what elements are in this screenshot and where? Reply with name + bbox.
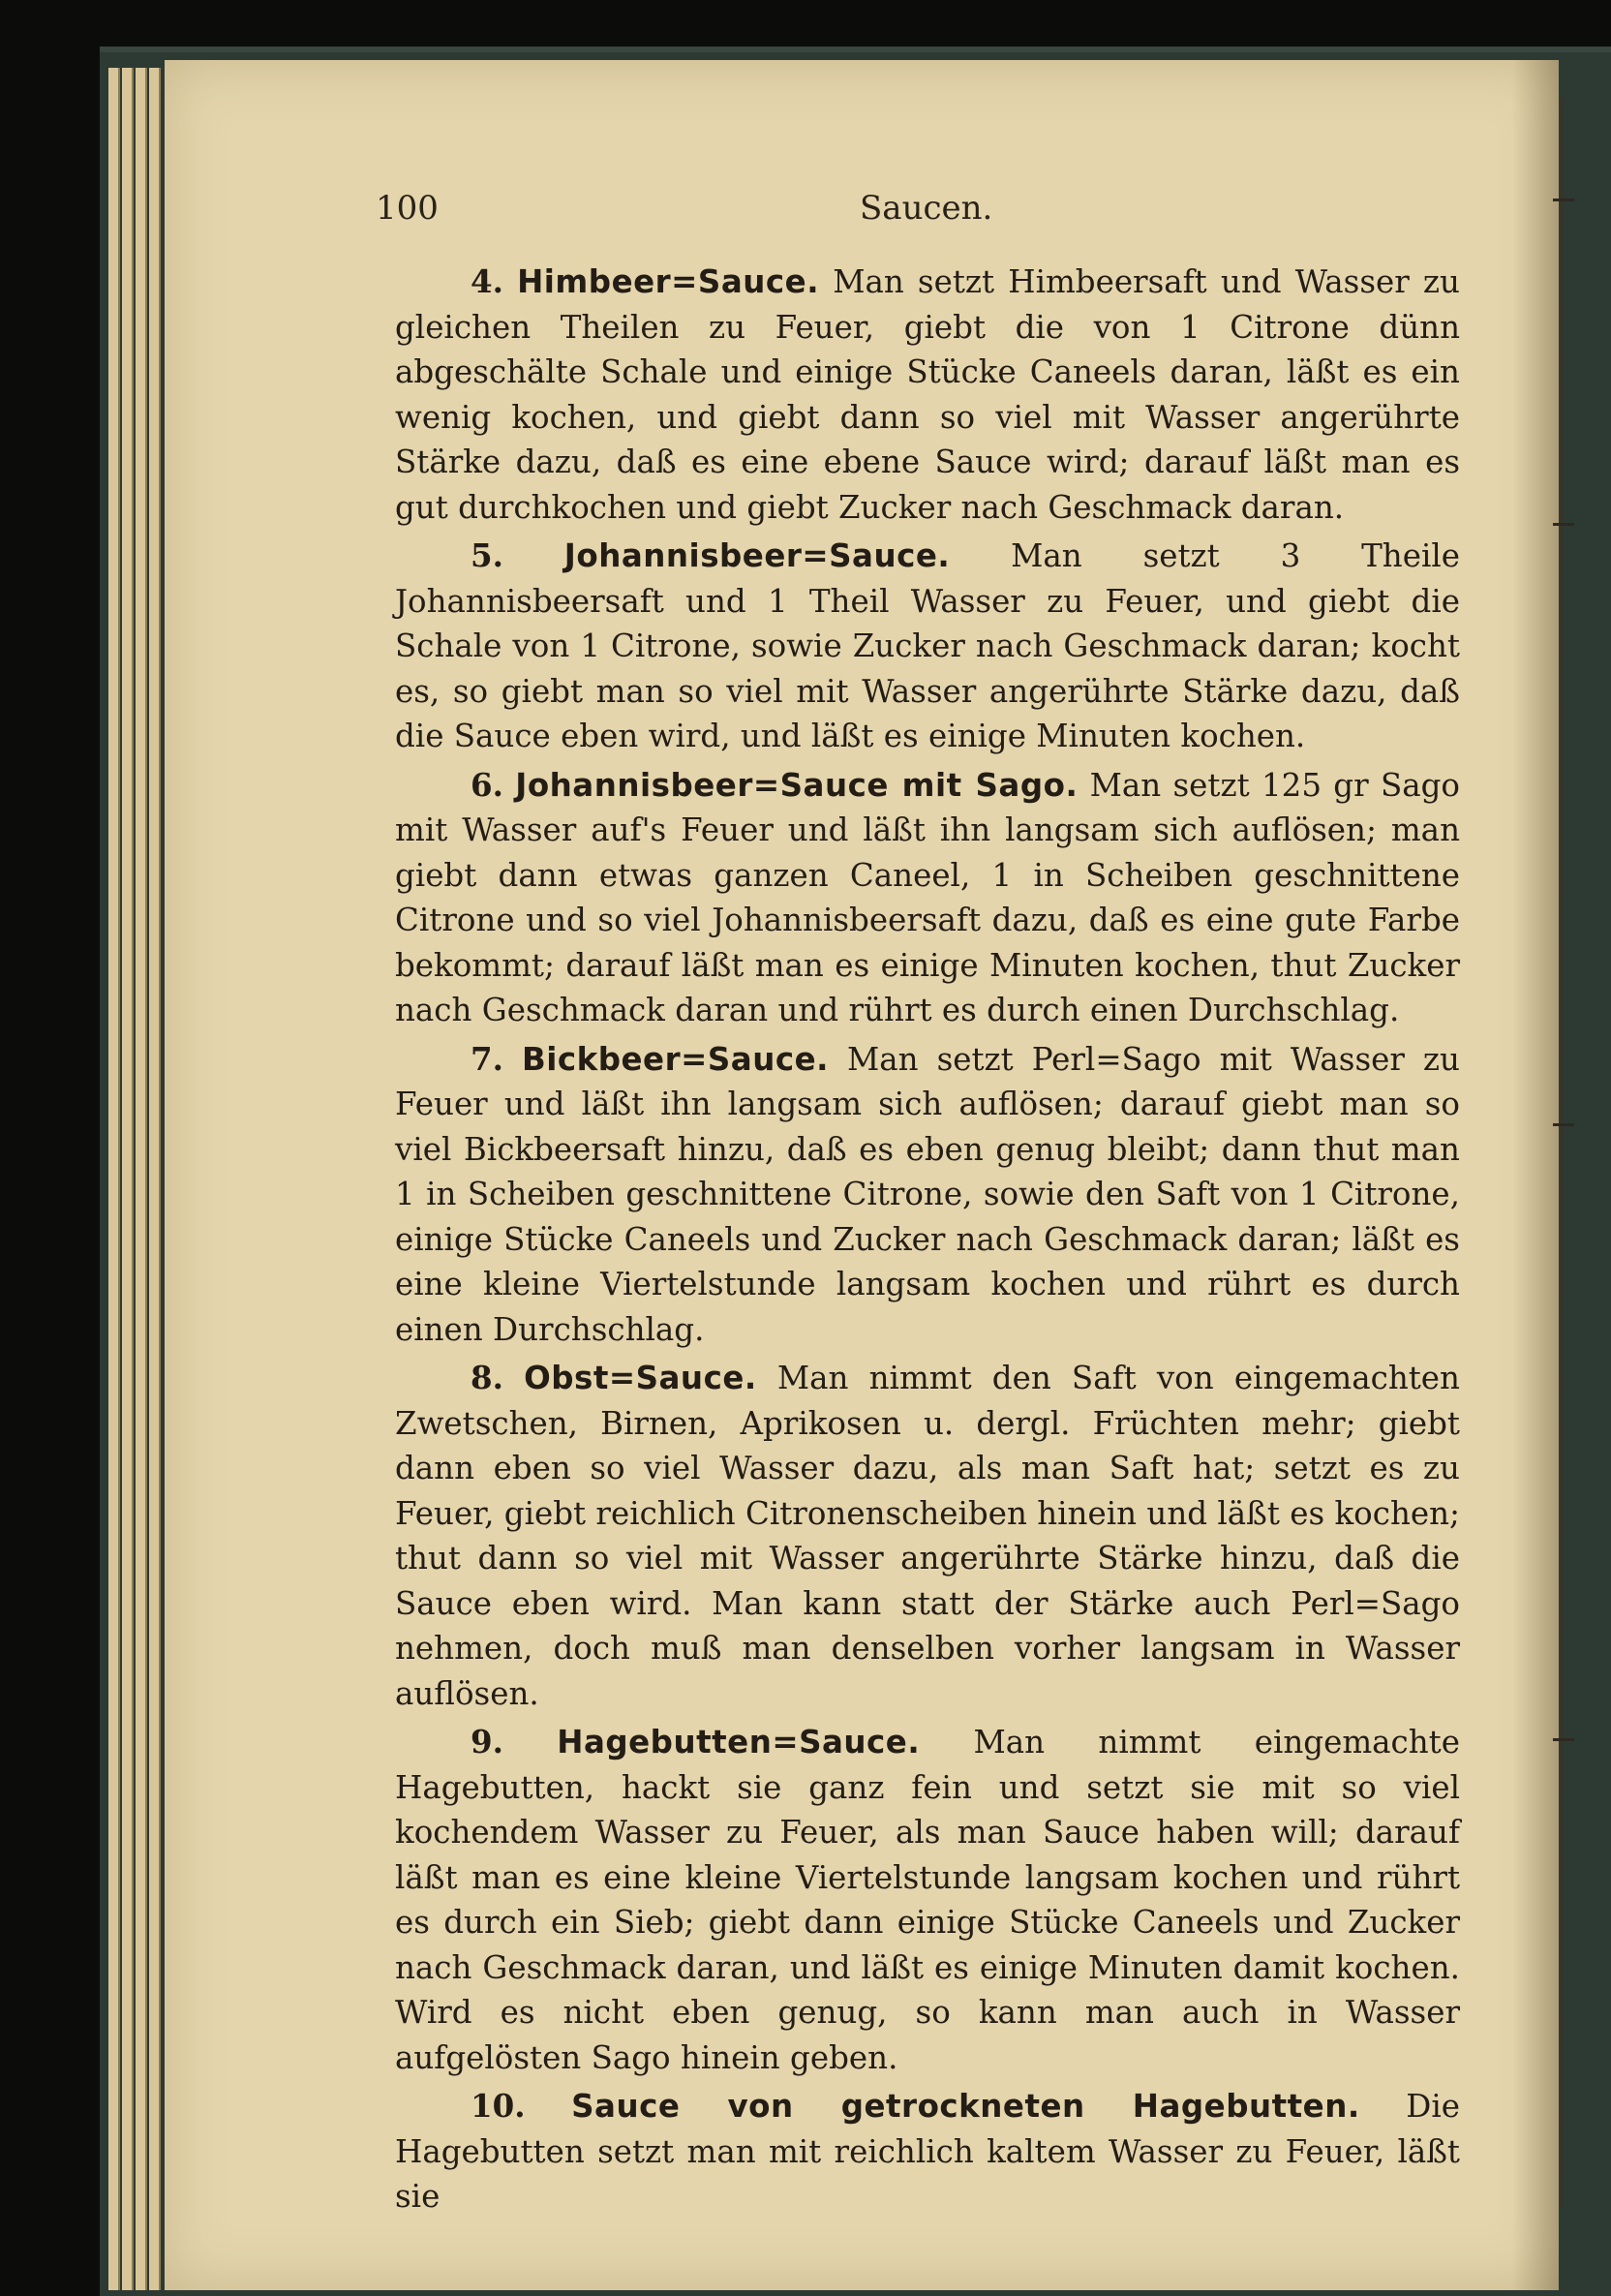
recipe-body: Man setzt 125 gr Sago mit Wasser auf's Feuer und läßt ihn langsam sich auflösen; man giebt dann etwas ganzen Caneel, 1 in Scheiben geschnittene Citrone und so viel Johannisbeersaft dazu, daß es eine gute Farbe bekommt; darauf läßt man es einige Minuten kochen, thut Zucker nach Geschmack daran und rührt es durch einen Durchschlag. [395,766,1460,1028]
binding-marker [1553,199,1574,201]
recipe-number: 7. [471,1039,503,1078]
page-number: 100 [376,189,439,228]
recipe-title: Sauce von getrockneten Hagebutten. [571,2088,1360,2125]
page-edge [136,68,147,2290]
recipe-title: Johannisbeer=Sauce mit Sago. [515,766,1079,804]
page-gutter-shadow [1512,60,1559,2290]
recipe-9 [395,1720,1460,2080]
recipe-number: 8. [471,1359,503,1396]
recipe-body: Man setzt Perl=Sago mit Wasser zu Feuer und läßt ihn langsam sich auflösen; darauf giebt man so viel Bickbeersaft hinzu, daß es eben genug bleibt; dann thut man 1 in Scheiben geschnittene Citrone, sowie den Saft von 1 Citrone, einige Stücke Caneels und Zucker nach Geschmack daran; läßt es eine kleine Viertelstunde langsam kochen und rührt es durch einen Durchschlag. [395,1040,1460,1348]
recipe-5 [395,534,1460,759]
recipe-body: Man setzt Himbeersaft und Wasser zu gleichen Theilen zu Feuer, giebt die von 1 Citrone dünn abgeschälte Schale und einige Stücke Caneels daran, läßt es ein wenig kochen, und giebt dann so viel mit Wasser angerührte Stärke dazu, daß es eine ebene Sauce wird; darauf läßt man es gut durchkochen und giebt Zucker nach Geschmack daran. [395,263,1460,526]
recipe-8 [395,1356,1460,1716]
recipe-body: Die Hagebutten setzt man mit reichlich kaltem Wasser zu Feuer, läßt sie [395,2088,1460,2215]
page-text [395,260,1460,2223]
recipe-number: 6. [471,765,503,804]
recipe-title: Himbeer=Sauce. [517,263,820,300]
recipe-title: Bickbeer=Sauce. [521,1040,829,1078]
recipe-title: Hagebutten=Sauce. [557,1724,921,1760]
recipe-6 [395,763,1460,1033]
page-edge [122,68,134,2290]
recipe-10 [395,2084,1460,2219]
binding-marker [1553,1123,1574,1126]
recipe-4 [395,260,1460,530]
binding-rule [1561,97,1564,2208]
recipe-number: 4. [471,262,503,300]
binding-marker [1553,1738,1574,1741]
binding-marker [1553,523,1574,526]
recipe-title: Obst=Sauce. [524,1360,757,1396]
recipe-title: Johannisbeer=Sauce. [563,537,951,574]
recipe-number: 9. [471,1723,503,1760]
running-title: Saucen. [860,189,993,228]
recipe-body: Man nimmt eingemachte Hagebutten, hackt sie ganz fein und setzt sie mit so viel kochendem Wasser zu Feuer, als man Sauce haben will; darauf läßt man es eine kleine Viertelstunde langsam kochen und rührt es durch ein Sieb; giebt dann einige Stücke Caneels und Zucker nach Geschmack daran, und läßt es einige Minuten damit kochen. Wird es nicht eben genug, so kann man auch in Wasser aufgelösten Sago hinein geben. [395,1724,1460,2076]
recipe-body: Man setzt 3 Theile Johannisbeersaft und 1 Theil Wasser zu Feuer, und giebt die Schale von 1 Citrone, sowie Zucker nach Geschmack daran; kocht es, so giebt man so viel mit Wasser angerührte Stärke dazu, daß die Sauce eben wird, und läßt es einige Minuten kochen. [395,537,1460,754]
recipe-7 [395,1037,1460,1353]
recipe-body: Man nimmt den Saft von eingemachten Zwetschen, Birnen, Aprikosen u. dergl. Früchten mehr; giebt dann eben so viel Wasser dazu, als man Saft hat; setzt es zu Feuer, giebt reichlich Citronenscheiben hinein und läßt es kochen; thut dann so viel mit Wasser angerührte Stärke hinzu, daß die Sauce eben wird. Man kann statt der Stärke auch Perl=Sago nehmen, doch muß man denselben vorher langsam in Wasser auflösen. [395,1360,1461,1712]
recipe-number: 5. [471,536,503,574]
page-edge [149,68,161,2290]
recipe-number: 10. [471,2087,526,2125]
page-edge [108,68,120,2290]
